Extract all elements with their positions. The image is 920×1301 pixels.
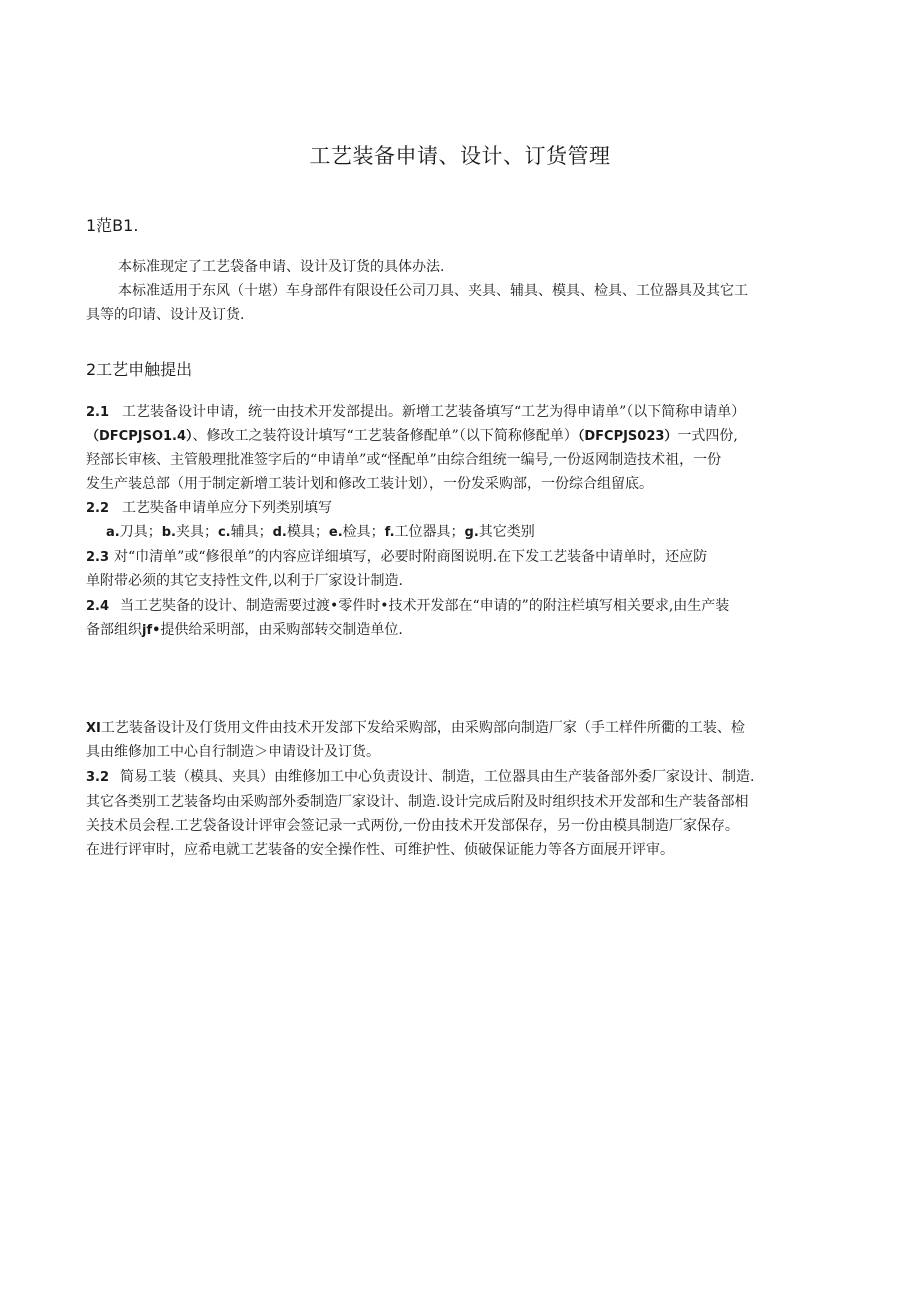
clause-text: 、修改工之装符设计填写“工艺装备修配单”（以下简称修配单）	[192, 428, 578, 444]
category-label: g.	[464, 525, 479, 540]
category-label: e.	[328, 525, 343, 540]
clause-2-2-categories	[106, 523, 535, 542]
clause-text: 简易工装（模具、夹具）由维修加工中心负责设计、制造，工位器具由生产装备部外委厂家设计、制造.	[120, 769, 755, 785]
clause-2-3-line-2: 单附带必须的其它支持性文件,以利于厂家设计制造.	[86, 573, 403, 589]
category-text: 辅具；	[230, 524, 273, 540]
clause-2-1-line-2	[86, 427, 738, 446]
category-label: f.	[384, 525, 395, 540]
clause-text: 提供给采明部，由采购部转交制造单位.	[160, 622, 403, 638]
clause-2-3-line-1	[86, 548, 707, 567]
section-heading-scope: 1范B1.	[86, 216, 139, 235]
clause-3-2-line-3: 关技术员会程.工艺袋备设计评审会签记录一式两份,一份由技术开发部保存，另一份由模具制造厂家保存。	[86, 818, 739, 834]
clause-3-1-line-1	[86, 719, 745, 738]
clause-text: 对“巾清单”或“修很单”的内容应详细填写，必要时附商图说明.在下发工艺装备中请单时，还应防	[114, 549, 708, 565]
category-label: d.	[272, 525, 287, 540]
clause-3-2-line-4: 在进行评审时，应希电就工艺装备的安全操作性、可维护性、侦破保证能力等各方面展开评审。	[86, 842, 674, 858]
category-label: b.	[161, 525, 176, 540]
clause-3-2-line-2: 其它各类别工艺装备均由采购部外委制造厂家设计、制造.设计完成后附及时组织技术开发部和生产装备部相	[86, 794, 749, 810]
garbled-mark: jf•	[142, 623, 161, 638]
clause-number: 2.2	[86, 501, 110, 516]
clause-number: 3.2	[86, 770, 110, 785]
clause-2-1-line-4: 发生产装总部（用于制定新增工装计划和修改工装计划），一份发采购部，一份综合组留底。	[86, 476, 653, 492]
clause-number: XI	[86, 721, 101, 736]
scope-paragraph-1: 本标准现定了工艺袋备申请、设计及订货的具体办法.	[118, 259, 445, 275]
section-heading-application: 2工艺申触提出	[86, 360, 193, 379]
clause-text: 工艺装备设计及仃货用文件由技术开发部下发给采购部，由采购部向制造厂家（手工样件所衢的工装、检	[100, 720, 745, 736]
scope-paragraph-2-line-2: 具等的印请、设计及订货.	[86, 307, 245, 323]
page-title: 工艺装备申请、设计、订货管理	[309, 144, 611, 168]
clause-2-4-line-2	[86, 621, 403, 640]
clause-text: 工艺奘备申请单应分下列类别填写	[122, 500, 332, 516]
category-text: 检具；	[342, 524, 385, 540]
category-text: 夹具；	[175, 524, 218, 540]
clause-number: 2.4	[86, 599, 110, 614]
scope-paragraph-2-line-1: 本标准适用于东风（十堪）车身部件有限设任公司刀具、夹具、辅具、模具、检具、工位器具及其它工	[118, 283, 748, 299]
clause-number: 2.1	[86, 405, 110, 420]
category-label: a.	[106, 525, 120, 540]
clause-3-2-line-1	[86, 768, 754, 787]
clause-3-1-line-2: 具由维修加工中心自行制造＞申请设计及订货。	[86, 744, 380, 760]
clause-text: 工艺装备设计申请，统一由技术开发部提出。新增工艺装备填写“工艺为得申请单”（以下简称申请单）	[122, 404, 746, 420]
category-text: 刀具；	[119, 524, 162, 540]
clause-2-4-line-1	[86, 597, 729, 616]
category-label: c.	[217, 525, 231, 540]
form-code: （DFCPJS023）	[577, 429, 678, 444]
clause-text: 备部组织	[86, 622, 142, 638]
category-text: 其它类别	[478, 524, 535, 540]
clause-text: 一式四份,	[677, 428, 738, 444]
form-code: （DFCPJSO1.4）	[86, 429, 193, 444]
clause-2-1-line-3: 羟部长审核、主管般理批准签字后的“申请单”或“怪配单”由综合组统一编号,一份返网制造技术祖，一份	[86, 452, 722, 468]
clause-text: 当工艺奘备的设计、制造需要过渡•零件时•技术开发部在“申请的”的附注栏填写相关要求,由生产装	[120, 598, 730, 614]
clause-2-2-line-1	[86, 499, 332, 518]
clause-2-1-line-1	[86, 403, 745, 422]
category-text: 工位器具；	[394, 524, 465, 540]
clause-number: 2.3	[86, 550, 110, 565]
category-text: 模具；	[286, 524, 329, 540]
